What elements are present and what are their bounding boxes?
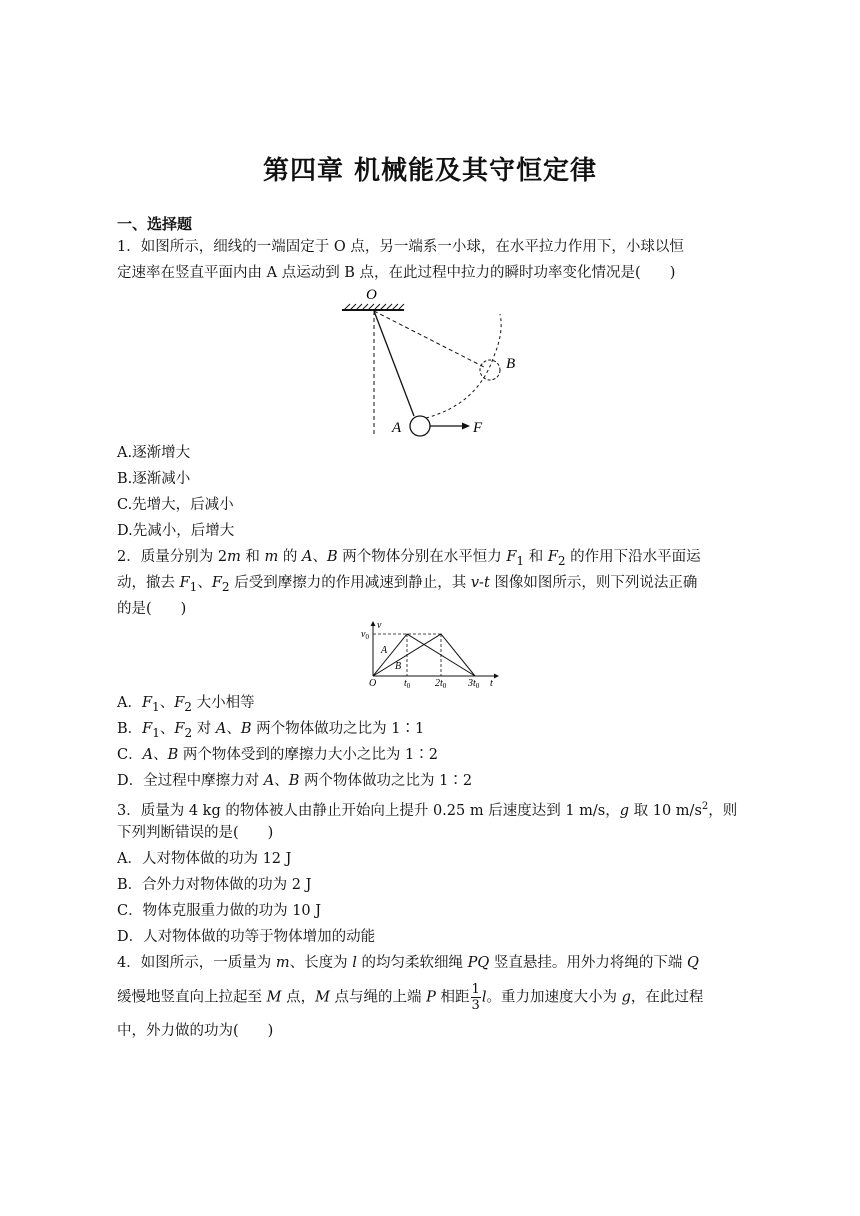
q2-stem-line3: 的是( ) — [117, 601, 187, 617]
q3-option-a: A．人对物体做的功为 12 J — [117, 851, 292, 867]
fraction-one-third: $\frac{1}{3}$ — [471, 982, 480, 1013]
2t0-label: $2t_0$ — [435, 678, 447, 690]
ball-A — [410, 416, 430, 436]
page-title: 第四章 机械能及其守恒定律 — [262, 156, 598, 186]
label-A: A — [392, 420, 402, 436]
label-A: A — [381, 645, 388, 656]
t-axis-arrow — [494, 674, 499, 679]
q2-stem-line2: 动，撤去 $F_1$、$F_2$ 后受到摩擦力的作用减速到静止，其 v-t 图像如图所示，则下列说法正确 — [117, 575, 698, 594]
q2-option-c: C．A、B 两个物体受到的摩擦力大小之比为 1∶2 — [117, 747, 438, 763]
t0-label: $t_0$ — [404, 678, 411, 690]
q3-stem-line2: 下列判断错误的是( ) — [117, 825, 274, 841]
label-F: F — [473, 420, 483, 436]
q2-option-b: B．$F_1$、$F_2$ 对 A、B 两个物体做功之比为 1∶1 — [117, 721, 425, 740]
q3-option-b: B．合外力对物体做的功为 2 J — [117, 877, 312, 893]
arc-path — [426, 314, 501, 418]
ball-B — [480, 360, 500, 380]
string-line — [374, 311, 414, 416]
q2-stem-line1: 2．质量分别为 2m 和 m 的 A、B 两个物体分别在水平恒力 $F_1$ 和 $F_2$ 的作用下沿水平面运 — [117, 549, 701, 568]
v0-label: $v_0$ — [361, 629, 369, 641]
q4-stem-line1: 4．如图所示，一质量为 m、长度为 l 的均匀柔软细绳 PQ 竖直悬挂。用外力将绳的下端 Q — [117, 955, 699, 971]
q1-option-a: A.逐渐增大 — [117, 445, 191, 461]
q1-pendulum-figure — [330, 284, 530, 442]
q3-option-c: C．物体克服重力做的功为 10 J — [117, 903, 322, 919]
line-A — [373, 634, 475, 676]
origin-label: O — [369, 678, 377, 689]
label-B: B — [395, 661, 402, 672]
q2-option-a: A．$F_1$、$F_2$ 大小相等 — [117, 695, 255, 714]
section-heading: 一、选择题 — [117, 215, 193, 233]
q1-stem-line2: 定速率在竖直平面内由 A 点运动到 B 点，在此过程中拉力的瞬时功率变化情况是( ) — [117, 265, 676, 281]
q2-option-d: D．全过程中摩擦力对 A、B 两个物体做功之比为 1∶2 — [117, 773, 473, 789]
force-arrowhead — [462, 423, 470, 430]
v-axis-label: v — [377, 620, 382, 631]
q3-option-d: D．人对物体做的功等于物体增加的动能 — [117, 929, 376, 945]
v-axis-arrow — [371, 621, 376, 626]
q1-option-d: D.先减小，后增大 — [117, 523, 235, 539]
label-B: B — [506, 356, 516, 372]
q2-vt-graph — [358, 618, 503, 690]
q3-stem-line1: 3．质量为 4 kg 的物体被人由静止开始向上提升 0.25 m 后速度达到 1 m/s，g 取 10 $m/s^2$，则 — [117, 801, 738, 819]
3t0-label: $3t_0$ — [468, 678, 480, 690]
q1-option-c: C.先增大，后减小 — [117, 497, 234, 513]
label-O: O — [366, 287, 377, 303]
q1-stem-line1: 1．如图所示，细线的一端固定于 O 点，另一端系一小球，在水平拉力作用下，小球以恒 — [117, 239, 684, 255]
t-axis-label: t — [490, 678, 493, 689]
q1-option-b: B.逐渐减小 — [117, 471, 191, 487]
q4-stem-line2: 缓慢地竖直向上拉起至 M 点，M 点与绳的上端 P 相距 $\frac{1}{3}$ l。重力加速度大小为 g，在此过程 — [117, 982, 704, 1013]
q4-stem-line3: 中，外力做的功为( ) — [117, 1023, 274, 1039]
string-dashed-line — [374, 311, 484, 367]
line-B — [373, 634, 475, 676]
